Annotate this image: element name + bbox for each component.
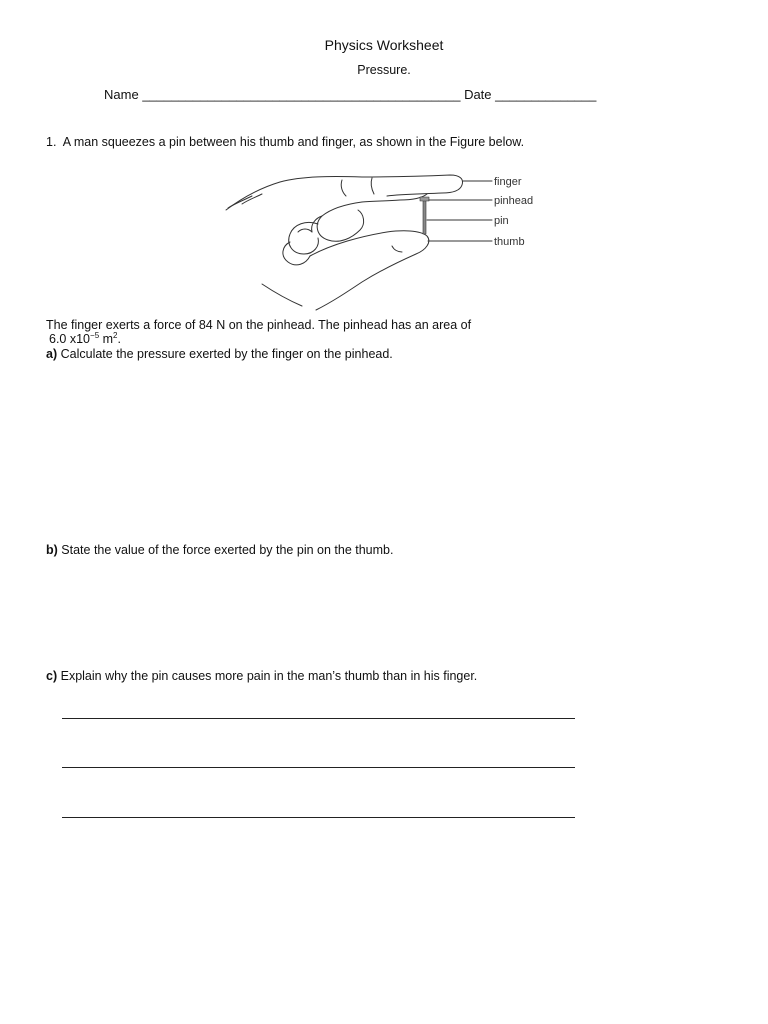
answer-line-2[interactable] xyxy=(62,767,575,768)
part-a xyxy=(46,347,393,361)
area-unit-exponent: 2 xyxy=(113,330,118,340)
question-prompt: A man squeezes a pin between his thumb and finger, as shown in the Figure below. xyxy=(62,135,525,149)
part-a-text: Calculate the pressure exerted by the finger on the pinhead. xyxy=(60,347,393,361)
hand-pin-figure xyxy=(222,164,552,314)
area-period: . xyxy=(117,332,121,346)
part-b xyxy=(46,543,393,557)
part-c-label: c) xyxy=(46,669,58,683)
area-unit: m xyxy=(99,332,114,346)
part-c-text: Explain why the pin causes more pain in the man’s thumb than in his finger. xyxy=(60,669,478,683)
date-blank: ______________ xyxy=(495,87,597,102)
name-label: Name xyxy=(104,87,139,102)
answer-line-3[interactable] xyxy=(62,817,575,818)
name-blank: ____________________________________________ xyxy=(142,87,461,102)
label-finger: finger xyxy=(494,176,522,188)
question-1-prompt xyxy=(46,135,524,149)
label-thumb: thumb xyxy=(494,236,525,248)
part-a-label: a) xyxy=(46,347,58,361)
area-mantissa: 6.0 x10 xyxy=(49,332,91,346)
page-subtitle: Pressure. xyxy=(357,63,411,77)
part-b-label: b) xyxy=(46,543,58,557)
given-line-1: The finger exerts a force of 84 N on the pinhead. The pinhead has an area of xyxy=(46,318,472,332)
question-number: 1. xyxy=(46,135,57,149)
given-area-value xyxy=(49,332,121,346)
label-pin: pin xyxy=(494,215,509,227)
part-c xyxy=(46,669,477,683)
date-label: Date xyxy=(464,87,492,102)
area-exponent: −5 xyxy=(90,330,100,340)
answer-line-1[interactable] xyxy=(62,718,575,719)
name-date-row xyxy=(104,87,596,102)
label-pinhead: pinhead xyxy=(494,195,534,207)
part-b-text: State the value of the force exerted by the pin on the thumb. xyxy=(61,543,394,557)
page-title: Physics Worksheet xyxy=(324,37,444,53)
